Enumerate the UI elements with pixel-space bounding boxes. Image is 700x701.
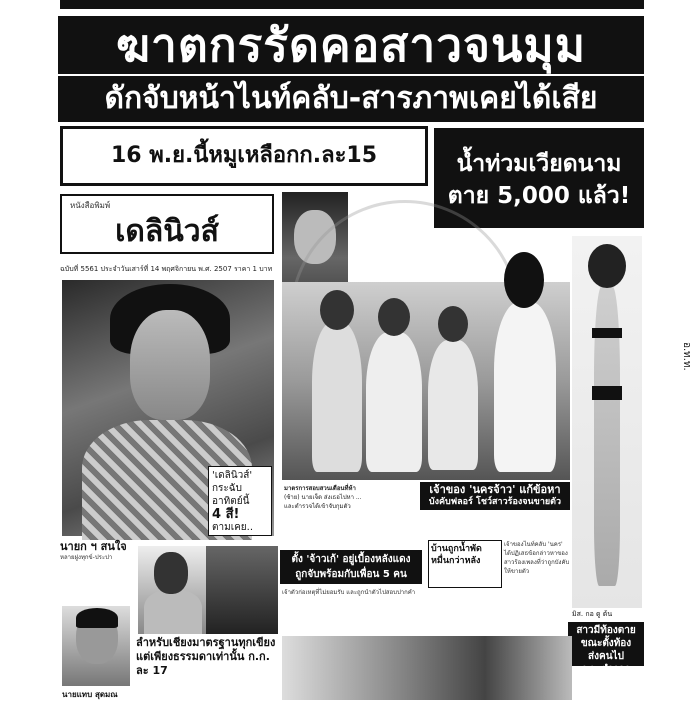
bikini-head bbox=[588, 244, 626, 288]
person-3-head bbox=[438, 306, 468, 342]
jow-arrest-headline bbox=[280, 550, 422, 584]
man-1-head bbox=[154, 552, 188, 594]
main-headline: ฆาตกรรัดคอสาวจนมุม bbox=[58, 16, 644, 74]
flood-headline bbox=[434, 128, 644, 228]
insert-line-1: 'เดลินิวส์' bbox=[212, 470, 253, 481]
cops-line-1: สาวมีท้องตายขณะตั้งท้อง bbox=[576, 625, 636, 649]
bikini-bottom bbox=[592, 386, 622, 400]
owner-story-text: เจ้าของไนท์คลับ 'นคร' ได้ปฏิเสธข้อกล่าวหาของสาวร้องเพลงที่ว่าถูกบังคับให้ขายตัว bbox=[504, 541, 570, 575]
house-flood-box bbox=[428, 540, 502, 588]
masthead-small-text: หนังสือพิมพ์ bbox=[70, 201, 111, 210]
bottom-left-caption: นายแทบ สุดมณ bbox=[62, 690, 118, 699]
pork-price-headline: 16 พ.ย.นี้หมูเหลือกก.ละ15 bbox=[60, 126, 428, 186]
dateline: ฉบับที่ 5561 ประจำวันเสาร์ที่ 14 พฤศจิกายน พ.ศ. 2507 ราคา 1 บาท bbox=[60, 265, 273, 273]
insert-line-4: 4 สี! bbox=[212, 507, 240, 522]
photo-man-3 bbox=[62, 606, 130, 686]
insert-line-5: ตามเคย.. bbox=[212, 522, 254, 533]
flood-line-2: ตาย 5,000 แล้ว! bbox=[447, 183, 631, 209]
sub-headline: ดักจับหน้าไนท์คลับ-สารภาพเคยได้เสีย bbox=[58, 76, 644, 122]
man-3-hair bbox=[76, 608, 118, 628]
person-2 bbox=[366, 332, 422, 472]
group-caption-line-1: มาตรการสอบสวนเดือนที่ห้า bbox=[284, 485, 356, 492]
pm-story bbox=[60, 540, 136, 600]
masthead-title: เดลินิวส์ bbox=[115, 214, 219, 249]
house-line-1: บ้านถูกน้ำพัด bbox=[431, 544, 482, 554]
group-caption-line-2: (ซ้าย) นายเจ็ด ส่งเธอไปหา ... bbox=[284, 494, 362, 501]
person-1-head bbox=[320, 290, 354, 330]
bikini-caption: มิส. กอ ดู ต้น bbox=[572, 610, 613, 618]
group-caption-line-3: และตำรวจได้เข้าจับกุมตัว bbox=[284, 503, 351, 510]
top-rule bbox=[60, 0, 644, 9]
owner-line-1: เจ้าของ 'นครจ้าว' แก้ข้อหา bbox=[429, 483, 561, 496]
owner-line-2: บังคับฟลอร์ โชว์สาวร้องจนขายตัว bbox=[428, 497, 562, 507]
arrest-story-text: เจ้าตัวก่อเหตุที่ไม่ยอมรับ และถูกนำตัวไปสอบปากคำ bbox=[282, 589, 416, 596]
person-4-head bbox=[504, 252, 544, 308]
jow-line-1: ตั้ง 'จ้าวเก้' อยู่เบื้องหลังแดง bbox=[291, 554, 411, 565]
person-2-head bbox=[378, 298, 410, 336]
bikini-top bbox=[592, 328, 622, 338]
pork-stall-headline bbox=[136, 636, 280, 677]
nightclub-owner-headline bbox=[420, 482, 570, 510]
pork-line-1: ลำหรับเชียงมาตรฐานทุกเขียง bbox=[136, 636, 276, 649]
photo-bottom-officers bbox=[282, 636, 572, 700]
color-insert-box bbox=[208, 466, 272, 536]
photo-woman-face bbox=[130, 310, 210, 420]
insert-line-2: กระฉับ bbox=[212, 483, 242, 494]
person-1 bbox=[312, 322, 362, 472]
insert-line-3: อาทิตย์นี้ bbox=[212, 496, 250, 507]
side-tag: อ.ท.ท. bbox=[681, 341, 692, 371]
photo-bikini-model bbox=[572, 236, 642, 608]
pork-line-2: แต่เพียงธรรมดาเท่านั้น ก.ก. ละ 17 bbox=[136, 650, 270, 677]
cops-line-2: ส่งคนไป ร.พ.ตำรวจพิสูจน์ bbox=[581, 651, 631, 688]
pregnant-woman-headline bbox=[568, 622, 644, 688]
person-3 bbox=[428, 340, 478, 470]
photo-group-suspects bbox=[282, 282, 570, 480]
person-4 bbox=[494, 302, 556, 472]
group-photo-caption bbox=[284, 484, 418, 540]
photo-man-2 bbox=[206, 546, 278, 634]
pm-subline: หลายฝูงทุกข์-ประปา bbox=[60, 554, 113, 561]
flood-line-1: น้ำท่วมเวียดนาม bbox=[456, 151, 622, 177]
photo-man-1 bbox=[138, 546, 206, 634]
pm-headline: นายก ฯ สนใจ bbox=[60, 540, 127, 553]
man-1-body bbox=[144, 590, 202, 634]
house-line-2: หมื่นกว่าหลัง bbox=[431, 556, 481, 566]
masthead bbox=[60, 194, 274, 254]
jow-line-2: ถูกจับพร้อมกับเพื่อน 5 คน bbox=[295, 569, 407, 580]
